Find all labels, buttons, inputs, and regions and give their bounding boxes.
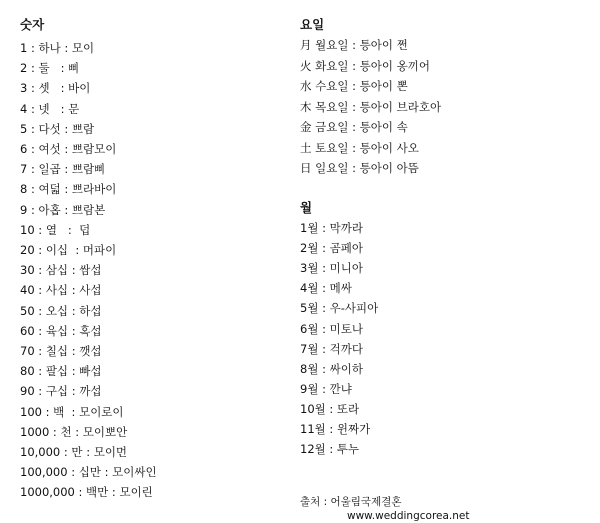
month-row: 5월 : 우-사피아 xyxy=(300,301,379,316)
number-row: 70 : 칠십 : 깻섭 xyxy=(20,344,102,358)
weekday-row: 火 화요일 : 틍아이 옹끼어 xyxy=(300,58,430,73)
month-row: 2월 : 곰페아 xyxy=(300,241,363,256)
weekday-row: 水 수요일 : 틍아이 뽄 xyxy=(300,79,408,93)
month-row: 11월 : 윈짜가 xyxy=(300,422,371,436)
number-row: 20 : 이십 : 머파이 xyxy=(20,243,117,257)
number-row: 100,000 : 십만 : 모이싸인 xyxy=(20,465,157,480)
number-row: 1 : 하나 : 모이 xyxy=(20,41,95,55)
month-row: 10월 : 또라 xyxy=(300,401,360,416)
number-row: 7 : 일곱 : 쁘람삐 xyxy=(20,162,106,177)
month-row: 6월 : 미토나 xyxy=(300,321,363,336)
number-row: 2 : 둘 : 삐 xyxy=(20,61,80,76)
month-row: 12월 : 투누 xyxy=(300,442,360,457)
month-row: 3월 : 미니아 xyxy=(300,261,363,276)
weekday-row: 土 토요일 : 틍아이 사오 xyxy=(300,140,419,155)
month-row: 1월 : 막까라 xyxy=(300,221,363,235)
number-row: 8 : 여덟 : 쁘라바이 xyxy=(20,182,117,197)
weekday-row: 月 월요일 : 틍아이 쩐 xyxy=(300,38,408,52)
weekday-row: 金 금요일 : 틍아이 속 xyxy=(300,120,408,134)
number-row: 4 : 넷 : 문 xyxy=(20,101,80,116)
months-heading: 월 xyxy=(300,200,313,215)
number-row: 100 : 백 : 모이로이 xyxy=(20,404,124,419)
month-row: 4월 : 메싸 xyxy=(300,281,352,296)
number-row: 60 : 육십 : 혹섭 xyxy=(20,323,102,338)
number-row: 50 : 오십 : 하섭 xyxy=(20,303,102,318)
number-row: 10 : 열 : 덥 xyxy=(20,222,91,237)
number-row: 6 : 여섯 : 쁘람모이 xyxy=(20,142,117,156)
weekday-row: 木 목요일 : 틍아이 브라호아 xyxy=(300,99,442,114)
weekday-row: 日 일요일 : 틍아이 아뜸 xyxy=(300,161,419,175)
number-row: 40 : 사십 : 사섭 xyxy=(20,283,102,298)
weekdays-heading: 요일 xyxy=(300,17,325,32)
number-row: 90 : 구십 : 까섭 xyxy=(20,384,102,399)
number-row: 10,000 : 만 : 모이먼 xyxy=(20,445,128,459)
month-row: 7월 : 걱까다 xyxy=(300,341,363,356)
month-row: 8월 : 싸이하 xyxy=(300,361,363,376)
number-row: 30 : 삼십 : 쌈섭 xyxy=(20,263,102,278)
number-row: 3 : 셋 : 바이 xyxy=(20,81,91,96)
number-row: 1000 : 천 : 모이뽀안 xyxy=(20,424,128,439)
month-row: 9월 : 깐냐 xyxy=(300,381,352,396)
number-row: 1000,000 : 백만 : 모이린 xyxy=(20,485,153,500)
number-row: 80 : 팔십 : 빠섭 xyxy=(20,364,102,379)
source-website: www.weddingcorea.net xyxy=(347,510,470,522)
number-row: 5 : 다섯 : 쁘람 xyxy=(20,121,95,136)
source-credit: 출처 : 어울림국제결혼 xyxy=(300,496,402,508)
numbers-heading: 숫자 xyxy=(20,17,45,32)
number-row: 9 : 아홉 : 쁘람본 xyxy=(20,202,106,217)
